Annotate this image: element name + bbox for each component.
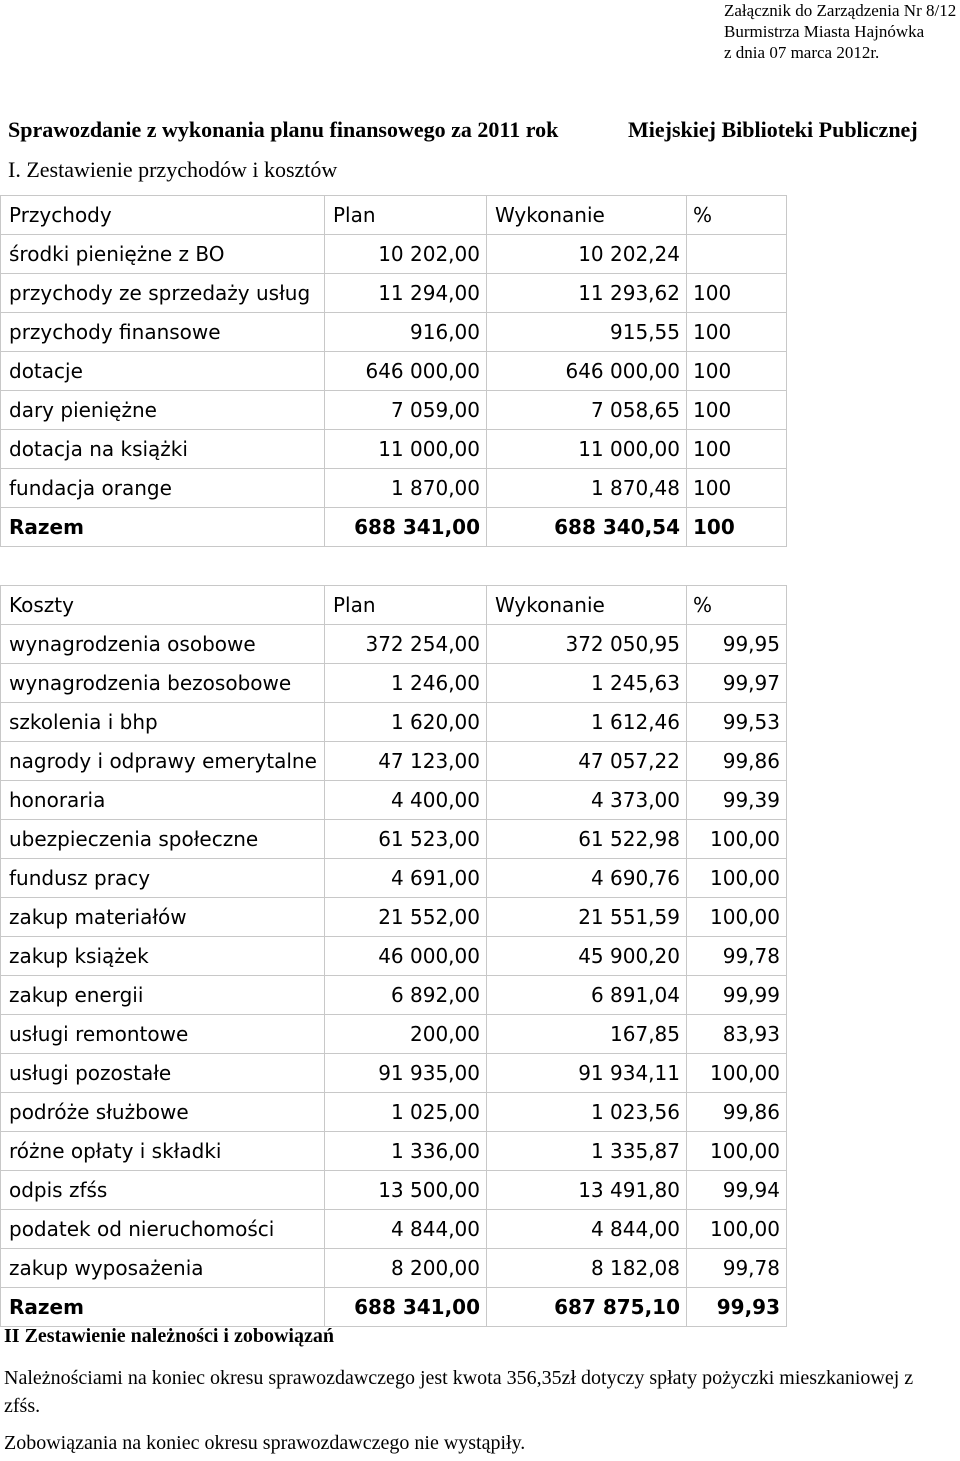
cell-plan: 47 123,00 <box>325 742 487 781</box>
table-row <box>1 976 787 1015</box>
cell-done: 7 058,65 <box>487 391 687 430</box>
cell-plan: 91 935,00 <box>325 1054 487 1093</box>
cell-done: 21 551,59 <box>487 898 687 937</box>
table-row <box>1 352 787 391</box>
cell-plan: 1 870,00 <box>325 469 487 508</box>
table-row <box>1 781 787 820</box>
cell-done: 91 934,11 <box>487 1054 687 1093</box>
cell-name: wynagrodzenia osobowe <box>1 625 325 664</box>
title-report: Sprawozdanie z wykonania planu finansowego za 2011 rok <box>8 117 559 142</box>
table-row <box>1 391 787 430</box>
cell-done: 1 023,56 <box>487 1093 687 1132</box>
cell-name: szkolenia i bhp <box>1 703 325 742</box>
cell-plan: 1 246,00 <box>325 664 487 703</box>
cell-percent: 100,00 <box>687 1132 787 1171</box>
table-header-row <box>1 196 787 235</box>
cell-done: 4 373,00 <box>487 781 687 820</box>
cell-name: dotacje <box>1 352 325 391</box>
total-percent: 99,93 <box>687 1288 787 1327</box>
cell-percent: 99,86 <box>687 1093 787 1132</box>
header-done: Wykonanie <box>487 196 687 235</box>
cell-percent: 100 <box>687 313 787 352</box>
cell-percent: 100,00 <box>687 859 787 898</box>
cell-name: usługi pozostałe <box>1 1054 325 1093</box>
cell-percent: 100 <box>687 430 787 469</box>
cell-plan: 8 200,00 <box>325 1249 487 1288</box>
cell-name: zakup materiałów <box>1 898 325 937</box>
cell-plan: 21 552,00 <box>325 898 487 937</box>
cell-percent: 100 <box>687 469 787 508</box>
income-table-body <box>1 196 787 547</box>
cell-percent: 100 <box>687 274 787 313</box>
cell-plan: 61 523,00 <box>325 820 487 859</box>
table-row <box>1 1132 787 1171</box>
total-name: Razem <box>1 508 325 547</box>
cell-percent: 100,00 <box>687 1210 787 1249</box>
table-row <box>1 1249 787 1288</box>
receivables-paragraph: Należnościami na koniec okresu sprawozdawczego jest kwota 356,35zł dotyczy spłaty pożyczki mieszkaniowej z zfśs. <box>4 1367 914 1417</box>
cell-done: 10 202,24 <box>487 235 687 274</box>
header-line-date: z dnia 07 marca 2012r. <box>724 43 880 62</box>
cell-done: 1 335,87 <box>487 1132 687 1171</box>
header-plan: Plan <box>325 196 487 235</box>
header-line-attachment: Załącznik do Zarządzenia Nr 8/12 <box>724 1 957 20</box>
cell-percent: 99,86 <box>687 742 787 781</box>
cell-percent: 99,78 <box>687 1249 787 1288</box>
cell-plan: 1 336,00 <box>325 1132 487 1171</box>
total-name: Razem <box>1 1288 325 1327</box>
table-row <box>1 820 787 859</box>
cell-percent: 100,00 <box>687 820 787 859</box>
table-row <box>1 1210 787 1249</box>
cell-done: 4 844,00 <box>487 1210 687 1249</box>
cell-percent: 100 <box>687 352 787 391</box>
table-row <box>1 313 787 352</box>
cell-name: zakup wyposażenia <box>1 1249 325 1288</box>
cell-plan: 11 000,00 <box>325 430 487 469</box>
table-row <box>1 742 787 781</box>
table-row <box>1 1093 787 1132</box>
cell-done: 11 000,00 <box>487 430 687 469</box>
total-plan: 688 341,00 <box>325 508 487 547</box>
table-total-row <box>1 508 787 547</box>
header-name: Koszty <box>1 586 325 625</box>
total-done: 688 340,54 <box>487 508 687 547</box>
cell-name: przychody ze sprzedaży usług <box>1 274 325 313</box>
total-done: 687 875,10 <box>487 1288 687 1327</box>
cell-name: różne opłaty i składki <box>1 1132 325 1171</box>
cell-percent: 99,94 <box>687 1171 787 1210</box>
cell-done: 1 612,46 <box>487 703 687 742</box>
cell-percent: 99,99 <box>687 976 787 1015</box>
header-plan: Plan <box>325 586 487 625</box>
cell-plan: 4 844,00 <box>325 1210 487 1249</box>
cell-done: 45 900,20 <box>487 937 687 976</box>
cell-plan: 1 620,00 <box>325 703 487 742</box>
cell-percent: 99,78 <box>687 937 787 976</box>
table-row <box>1 274 787 313</box>
cell-plan: 11 294,00 <box>325 274 487 313</box>
table-row <box>1 898 787 937</box>
cell-plan: 13 500,00 <box>325 1171 487 1210</box>
cell-name: odpis zfśs <box>1 1171 325 1210</box>
cell-percent: 99,53 <box>687 703 787 742</box>
document-header <box>724 0 957 63</box>
liabilities-paragraph: Zobowiązania na koniec okresu sprawozdawczego nie wystąpiły. <box>4 1432 526 1454</box>
cell-percent: 100,00 <box>687 898 787 937</box>
cell-plan: 916,00 <box>325 313 487 352</box>
cell-name: zakup książek <box>1 937 325 976</box>
cell-plan: 4 400,00 <box>325 781 487 820</box>
cell-done: 6 891,04 <box>487 976 687 1015</box>
cell-name: honoraria <box>1 781 325 820</box>
cell-name: dary pieniężne <box>1 391 325 430</box>
cell-done: 372 050,95 <box>487 625 687 664</box>
cell-name: nagrody i odprawy emerytalne <box>1 742 325 781</box>
cell-percent: 100 <box>687 391 787 430</box>
cell-done: 13 491,80 <box>487 1171 687 1210</box>
cell-done: 11 293,62 <box>487 274 687 313</box>
header-name: Przychody <box>1 196 325 235</box>
cell-done: 8 182,08 <box>487 1249 687 1288</box>
cell-percent: 99,97 <box>687 664 787 703</box>
cell-done: 61 522,98 <box>487 820 687 859</box>
cell-plan: 372 254,00 <box>325 625 487 664</box>
cell-done: 646 000,00 <box>487 352 687 391</box>
cell-name: podróże służbowe <box>1 1093 325 1132</box>
cell-plan: 4 691,00 <box>325 859 487 898</box>
cell-percent: 99,95 <box>687 625 787 664</box>
cell-name: dotacja na książki <box>1 430 325 469</box>
table-row <box>1 859 787 898</box>
cell-name: zakup energii <box>1 976 325 1015</box>
table-row <box>1 1171 787 1210</box>
cell-name: fundusz pracy <box>1 859 325 898</box>
table-row <box>1 937 787 976</box>
cell-name: podatek od nieruchomości <box>1 1210 325 1249</box>
cell-percent <box>687 235 787 274</box>
section-1-title: I. Zestawienie przychodów i kosztów <box>8 157 338 182</box>
cell-name: fundacja orange <box>1 469 325 508</box>
section-2-title: II Zestawienie należności i zobowiązań <box>4 1325 334 1347</box>
cell-done: 915,55 <box>487 313 687 352</box>
cell-percent: 83,93 <box>687 1015 787 1054</box>
cell-plan: 6 892,00 <box>325 976 487 1015</box>
cell-name: środki pieniężne z BO <box>1 235 325 274</box>
table-row <box>1 235 787 274</box>
cell-done: 167,85 <box>487 1015 687 1054</box>
cell-name: przychody finansowe <box>1 313 325 352</box>
income-table <box>0 195 787 547</box>
cell-percent: 99,39 <box>687 781 787 820</box>
title-institution: Miejskiej Biblioteki Publicznej <box>628 117 918 142</box>
table-total-row <box>1 1288 787 1327</box>
cell-plan: 1 025,00 <box>325 1093 487 1132</box>
header-line-mayor: Burmistrza Miasta Hajnówka <box>724 22 925 41</box>
total-percent: 100 <box>687 508 787 547</box>
cell-percent: 100,00 <box>687 1054 787 1093</box>
table-header-row <box>1 586 787 625</box>
table-row <box>1 625 787 664</box>
cell-done: 47 057,22 <box>487 742 687 781</box>
cell-plan: 200,00 <box>325 1015 487 1054</box>
header-percent: % <box>687 196 787 235</box>
cell-plan: 646 000,00 <box>325 352 487 391</box>
header-percent: % <box>687 586 787 625</box>
cell-plan: 7 059,00 <box>325 391 487 430</box>
cost-table-body <box>1 586 787 1327</box>
cell-plan: 46 000,00 <box>325 937 487 976</box>
header-done: Wykonanie <box>487 586 687 625</box>
table-row <box>1 1054 787 1093</box>
cell-done: 1 245,63 <box>487 664 687 703</box>
cell-done: 4 690,76 <box>487 859 687 898</box>
cost-table <box>0 585 787 1327</box>
cell-plan: 10 202,00 <box>325 235 487 274</box>
table-row <box>1 703 787 742</box>
total-plan: 688 341,00 <box>325 1288 487 1327</box>
cell-name: usługi remontowe <box>1 1015 325 1054</box>
cell-name: ubezpieczenia społeczne <box>1 820 325 859</box>
table-row <box>1 664 787 703</box>
cell-done: 1 870,48 <box>487 469 687 508</box>
table-row <box>1 1015 787 1054</box>
table-row <box>1 469 787 508</box>
cell-name: wynagrodzenia bezosobowe <box>1 664 325 703</box>
table-row <box>1 430 787 469</box>
